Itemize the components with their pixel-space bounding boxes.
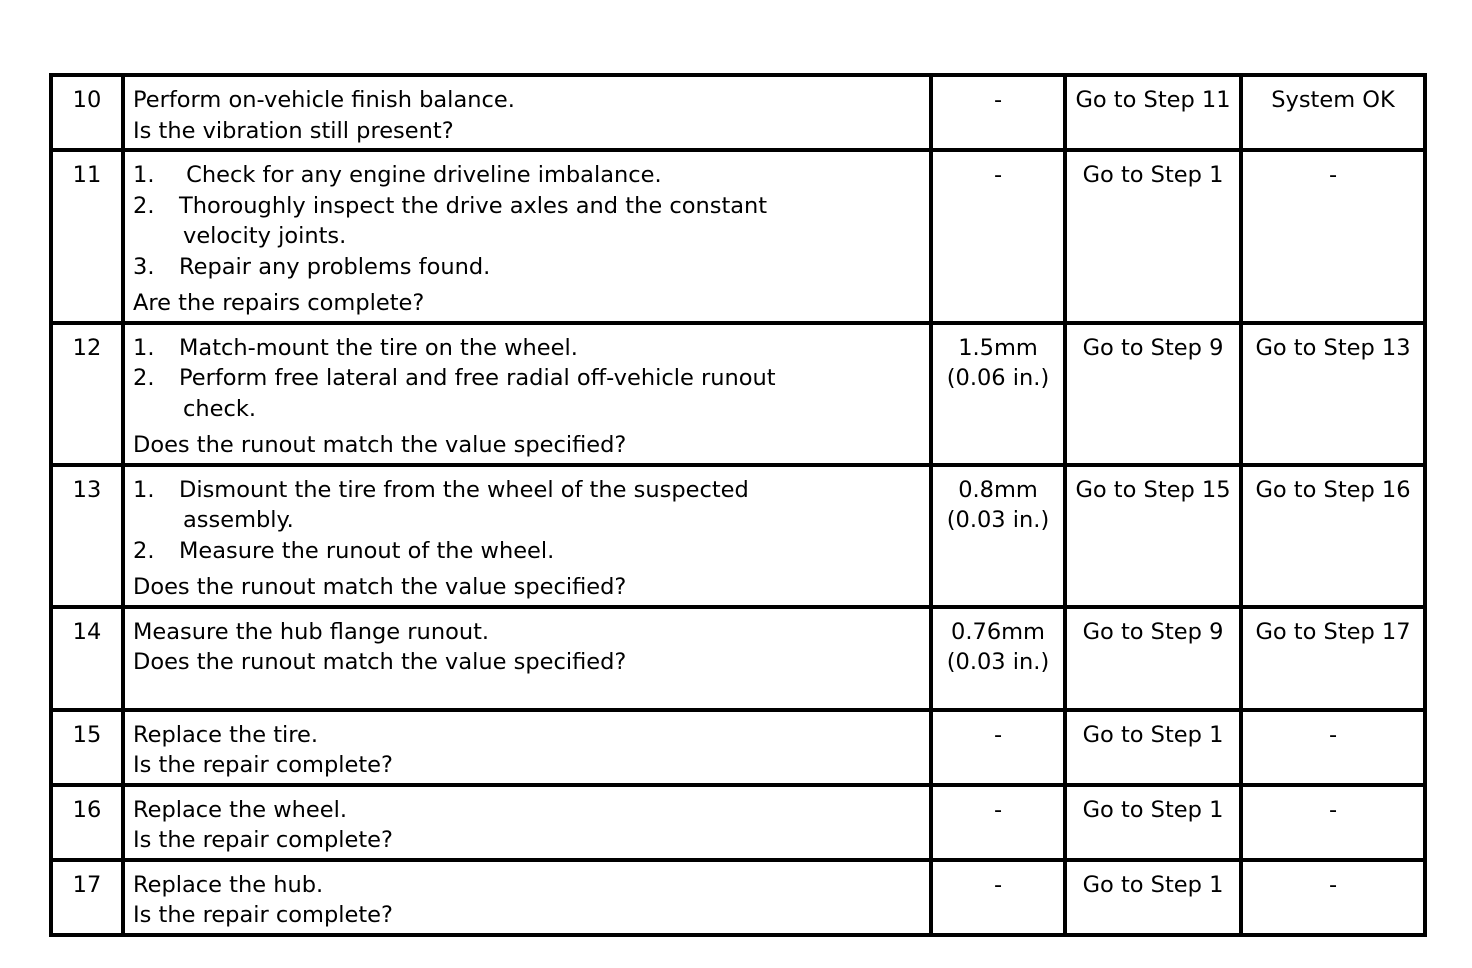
list-item-continuation: velocity joints.	[183, 223, 347, 249]
action-list-item	[133, 333, 921, 364]
action-list-item	[133, 363, 921, 424]
yes-action: Go to Step 9	[1065, 323, 1241, 465]
list-item-text: Measure the runout of the wheel.	[179, 537, 555, 564]
step-number: 16	[51, 785, 123, 860]
step-action	[123, 860, 931, 935]
action-text-line: Perform on-vehicle finish balance.	[133, 87, 515, 113]
action-text-line: Is the repair complete?	[133, 902, 393, 928]
no-action: Go to Step 13	[1241, 323, 1425, 465]
list-item-text: Repair any problems found.	[179, 253, 491, 280]
action-text-line: Is the vibration still present?	[133, 117, 454, 144]
list-item-marker: 2.	[133, 537, 155, 564]
yes-action: Go to Step 11	[1065, 75, 1241, 150]
list-item-marker: 1.	[133, 476, 155, 503]
step-number: 14	[51, 607, 123, 710]
step-value: -	[931, 150, 1065, 323]
yes-action: Go to Step 1	[1065, 710, 1241, 785]
action-list-item	[133, 475, 921, 536]
list-item-marker: 3.	[133, 253, 155, 280]
step-value: 0.76mm (0.03 in.)	[931, 607, 1065, 710]
step-value: -	[931, 75, 1065, 150]
list-item-text: Perform free lateral and free radial off-vehicle runout	[179, 365, 776, 391]
diagnostic-table-body	[51, 75, 1425, 935]
action-text-line: Replace the tire.	[133, 721, 319, 748]
list-item-continuation: assembly.	[183, 507, 294, 533]
list-item-marker: 1.	[133, 334, 155, 361]
list-item-text: Match-mount the tire on the wheel.	[179, 334, 578, 361]
step-action	[123, 323, 931, 465]
yes-action: Go to Step 1	[1065, 860, 1241, 935]
step-value: -	[931, 785, 1065, 860]
step-number: 17	[51, 860, 123, 935]
step-action	[123, 710, 931, 785]
action-text-line: Is the repair complete?	[133, 827, 393, 853]
step-number: 13	[51, 465, 123, 607]
action-text-line: Is the repair complete?	[133, 752, 393, 778]
yes-action: Go to Step 9	[1065, 607, 1241, 710]
yes-action: Go to Step 15	[1065, 465, 1241, 607]
action-text-line: Replace the hub.	[133, 871, 324, 898]
no-action: -	[1241, 710, 1425, 785]
list-item-marker: 1.	[133, 162, 155, 188]
list-item-text: Check for any engine driveline imbalance.	[179, 162, 662, 188]
no-action: -	[1241, 785, 1425, 860]
action-list-item	[133, 536, 921, 567]
step-action	[123, 607, 931, 710]
step-action	[123, 785, 931, 860]
no-action: -	[1241, 150, 1425, 323]
table-row	[51, 75, 1425, 150]
step-action	[123, 150, 931, 323]
step-value: -	[931, 710, 1065, 785]
step-number: 10	[51, 75, 123, 150]
step-question: Does the runout match the value specified?	[133, 574, 627, 600]
step-value: 0.8mm (0.03 in.)	[931, 465, 1065, 607]
step-question: Are the repairs complete?	[133, 290, 425, 316]
list-item-marker: 2.	[133, 365, 155, 391]
list-item-marker: 2.	[133, 192, 155, 219]
no-action: -	[1241, 860, 1425, 935]
action-text-line: Measure the hub flange runout.	[133, 618, 490, 645]
diagnostic-table	[49, 73, 1427, 937]
step-action	[123, 75, 931, 150]
table-row	[51, 323, 1425, 465]
step-action	[123, 465, 931, 607]
table-row	[51, 785, 1425, 860]
table-row	[51, 607, 1425, 710]
step-question: Does the runout match the value specified?	[133, 432, 627, 458]
no-action: System OK	[1241, 75, 1425, 150]
diagnostic-table-page	[49, 73, 1427, 937]
step-value: -	[931, 860, 1065, 935]
table-row	[51, 860, 1425, 935]
action-list-item	[133, 252, 921, 283]
no-action: Go to Step 17	[1241, 607, 1425, 710]
list-item-continuation: check.	[183, 395, 257, 422]
yes-action: Go to Step 1	[1065, 785, 1241, 860]
table-row	[51, 465, 1425, 607]
step-number: 11	[51, 150, 123, 323]
yes-action: Go to Step 1	[1065, 150, 1241, 323]
action-text-line: Does the runout match the value specified?	[133, 649, 627, 675]
step-number: 15	[51, 710, 123, 785]
step-value: 1.5mm (0.06 in.)	[931, 323, 1065, 465]
action-list-item	[133, 191, 921, 252]
list-item-text: Thoroughly inspect the drive axles and the constant	[179, 192, 768, 219]
table-row	[51, 150, 1425, 323]
step-number: 12	[51, 323, 123, 465]
list-item-text: Dismount the tire from the wheel of the suspected	[179, 476, 749, 503]
table-row	[51, 710, 1425, 785]
action-text-line: Replace the wheel.	[133, 796, 347, 823]
no-action: Go to Step 16	[1241, 465, 1425, 607]
action-list-item	[133, 160, 921, 191]
